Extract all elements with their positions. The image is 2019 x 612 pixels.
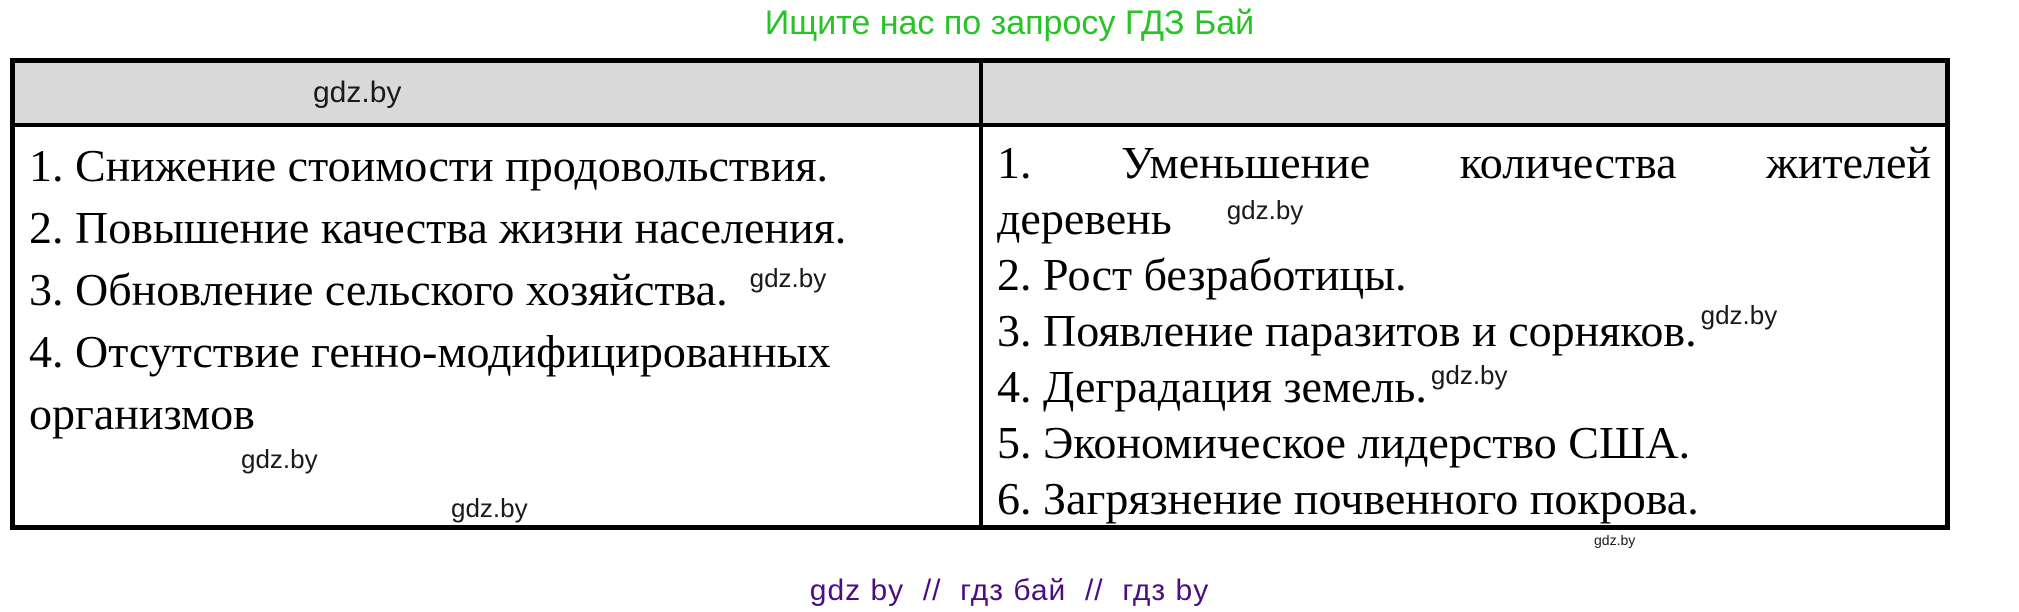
list-item-text: деревень <box>997 193 1172 244</box>
gdz-watermark: gdz.by <box>313 76 402 109</box>
gdz-watermark-small: gdz.by <box>1594 532 1636 548</box>
watermark-line <box>241 433 965 473</box>
list-item-text: 1. Снижение стоимости продовольствия. <box>29 140 829 191</box>
list-item-text: 4. Деградация земель. <box>997 361 1427 412</box>
table-header-right <box>983 63 1945 127</box>
gdz-watermark: gdz.by <box>1700 300 1778 330</box>
watermark-line <box>451 473 965 525</box>
list-item <box>29 135 965 197</box>
list-item <box>29 197 965 259</box>
gdz-watermark: gdz.by <box>1226 195 1304 225</box>
list-item-text: 6. Загрязнение почвенного покрова. <box>997 473 1699 524</box>
list-item <box>997 300 1931 359</box>
list-item-text: 3. Обновление сельского хозяйства. <box>29 264 728 315</box>
list-item-text: 2. Рост безработицы. <box>997 249 1407 300</box>
gdz-watermark: gdz.by <box>241 444 318 474</box>
gdz-watermark: gdz.by <box>1430 360 1508 390</box>
list-item-text: 2. Повышение качества жизни населения. <box>29 202 847 253</box>
list-item <box>997 191 1931 247</box>
list-item <box>997 135 1931 191</box>
list-item-text: организмов <box>29 388 255 439</box>
gdz-watermark: gdz.by <box>749 263 827 293</box>
list-item-text: 3. Появление паразитов и сорняков. <box>997 305 1697 356</box>
footer-search-terms: gdz by // гдз бай // гдз by <box>809 574 1210 607</box>
list-item-text: 1. Уменьшение количества жителей <box>997 137 1931 188</box>
list-item <box>997 359 1931 415</box>
list-item <box>29 259 965 321</box>
list-item <box>997 415 1931 471</box>
table-header-left <box>15 63 983 127</box>
page-title: Ищите нас по запросу ГДЗ Бай <box>764 4 1255 42</box>
list-item <box>29 321 965 383</box>
list-item <box>997 471 1931 525</box>
gdz-watermark: gdz.by <box>451 493 528 523</box>
table-cell-cons <box>983 127 1945 525</box>
table-cell-pros <box>15 127 983 525</box>
list-item-text: 4. Отсутствие генно-модифицированных <box>29 326 831 377</box>
answers-table <box>10 58 1950 530</box>
list-item-text: 5. Экономическое лидерство США. <box>997 417 1691 468</box>
list-item <box>997 247 1931 303</box>
